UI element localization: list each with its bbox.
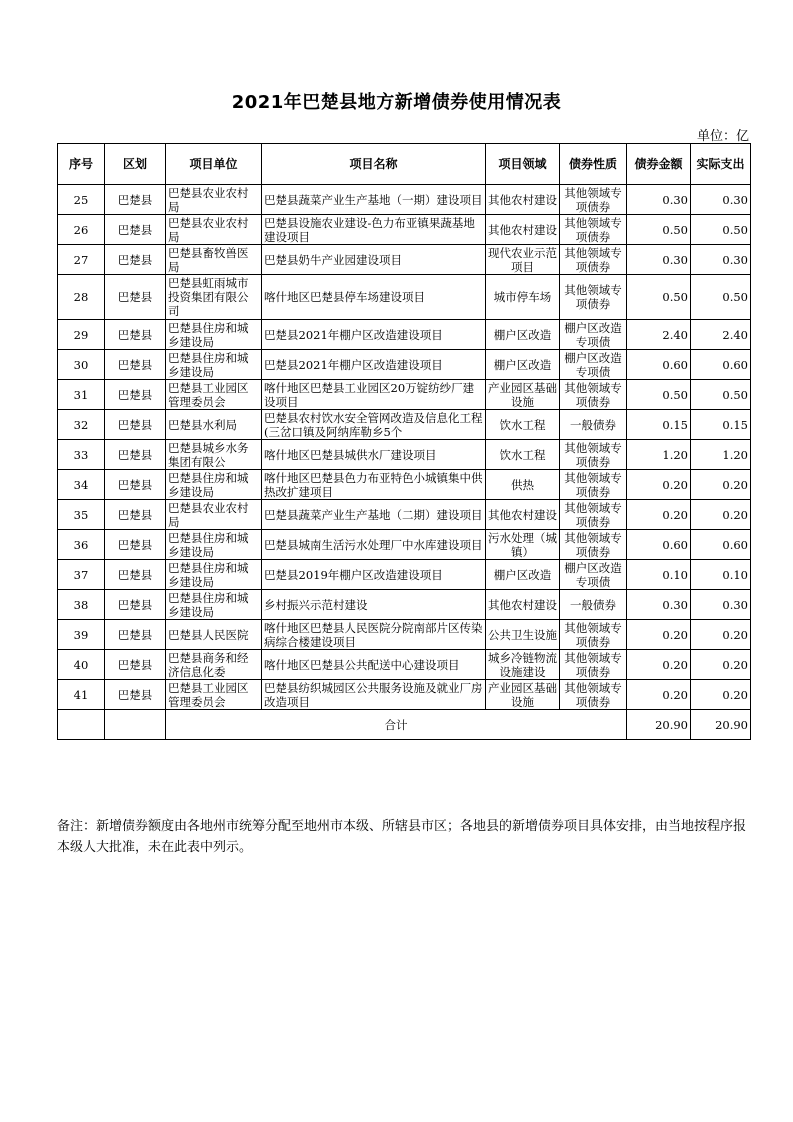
cell-unit-text: 巴楚县畜牧兽医局	[168, 245, 249, 274]
cell-region: 巴楚县	[105, 245, 166, 275]
total-amount: 20.90	[627, 710, 691, 740]
cell-unit	[166, 410, 262, 440]
cell-no: 32	[58, 410, 105, 440]
cell-no: 40	[58, 650, 105, 680]
cell-field	[486, 215, 560, 245]
cell-no: 26	[58, 215, 105, 245]
cell-nature	[560, 245, 627, 275]
cell-spent: 0.50	[691, 275, 751, 320]
cell-spent: 0.20	[691, 620, 751, 650]
cell-spent: 0.20	[691, 680, 751, 710]
cell-unit-text: 巴楚县农业农村局	[168, 500, 249, 529]
cell-spent: 0.20	[691, 500, 751, 530]
cell-nature-text: 其他领域专项债券	[564, 470, 622, 499]
header-region: 区划	[105, 144, 166, 185]
cell-field-text: 污水处理（城镇）	[488, 530, 557, 559]
cell-project-name	[262, 380, 486, 410]
header-name: 项目名称	[262, 144, 486, 185]
cell-unit	[166, 530, 262, 560]
table-row	[58, 350, 751, 380]
cell-project-name	[262, 320, 486, 350]
cell-field	[486, 320, 560, 350]
cell-unit	[166, 440, 262, 470]
total-spent: 20.90	[691, 710, 751, 740]
cell-project-name-text: 巴楚县纺织城园区公共服务设施及就业厂房改造项目	[264, 680, 483, 709]
cell-project-name	[262, 245, 486, 275]
cell-project-name	[262, 410, 486, 440]
header-field: 项目领域	[486, 144, 560, 185]
cell-unit	[166, 350, 262, 380]
cell-nature	[560, 560, 627, 590]
cell-field-text: 公共卫生设施	[488, 627, 557, 642]
table-body	[58, 185, 751, 710]
cell-region: 巴楚县	[105, 530, 166, 560]
cell-amount: 0.60	[627, 350, 691, 380]
cell-project-name	[262, 215, 486, 245]
cell-project-name-text: 巴楚县蔬菜产业生产基地（一期）建设项目	[264, 192, 483, 207]
cell-region: 巴楚县	[105, 560, 166, 590]
cell-unit	[166, 680, 262, 710]
cell-spent: 0.50	[691, 215, 751, 245]
cell-unit-text: 巴楚县住房和城乡建设局	[168, 470, 249, 499]
cell-field-text: 饮水工程	[499, 447, 546, 462]
cell-no: 36	[58, 530, 105, 560]
cell-no: 33	[58, 440, 105, 470]
cell-unit-text: 巴楚县住房和城乡建设局	[168, 560, 249, 589]
cell-nature-text: 其他领域专项债券	[564, 215, 622, 244]
cell-field	[486, 530, 560, 560]
cell-amount: 0.20	[627, 470, 691, 500]
cell-field	[486, 245, 560, 275]
header-spent: 实际支出	[691, 144, 751, 185]
header-amount: 债券金额	[627, 144, 691, 185]
cell-unit	[166, 185, 262, 215]
cell-field-text: 饮水工程	[499, 417, 546, 432]
cell-unit	[166, 650, 262, 680]
cell-unit-text: 巴楚县虹雨城市投资集团有限公司	[168, 276, 249, 318]
cell-spent: 0.20	[691, 470, 751, 500]
cell-project-name-text: 巴楚县2019年棚户区改造建设项目	[264, 567, 443, 582]
cell-nature-text: 其他领域专项债券	[564, 185, 622, 214]
cell-project-name-text: 巴楚县2021年棚户区改造建设项目	[264, 357, 443, 372]
cell-field-text: 其他农村建设	[488, 222, 557, 237]
cell-unit-text: 巴楚县农业农村局	[168, 185, 249, 214]
debt-table	[57, 143, 751, 740]
cell-field-text: 城市停车场	[493, 290, 552, 304]
cell-no: 30	[58, 350, 105, 380]
cell-unit	[166, 215, 262, 245]
cell-nature	[560, 530, 627, 560]
header-nature: 债券性质	[560, 144, 627, 185]
cell-no: 39	[58, 620, 105, 650]
cell-field	[486, 185, 560, 215]
cell-project-name	[262, 275, 486, 320]
cell-region: 巴楚县	[105, 680, 166, 710]
cell-field	[486, 275, 560, 320]
cell-nature	[560, 350, 627, 380]
cell-nature-text: 其他领域专项债券	[564, 500, 622, 529]
cell-nature-text: 其他领域专项债券	[564, 380, 622, 409]
cell-spent: 2.40	[691, 320, 751, 350]
cell-field-text: 棚户区改造	[493, 327, 552, 342]
cell-nature	[560, 410, 627, 440]
cell-no: 25	[58, 185, 105, 215]
cell-no: 37	[58, 560, 105, 590]
cell-no: 41	[58, 680, 105, 710]
cell-no: 31	[58, 380, 105, 410]
cell-region: 巴楚县	[105, 320, 166, 350]
cell-project-name-text: 喀什地区巴楚县停车场建设项目	[264, 290, 425, 304]
cell-project-name-text: 巴楚县奶牛产业园建设项目	[264, 252, 402, 267]
cell-field	[486, 380, 560, 410]
cell-amount: 0.50	[627, 215, 691, 245]
cell-spent: 0.30	[691, 185, 751, 215]
cell-unit	[166, 245, 262, 275]
cell-nature	[560, 590, 627, 620]
cell-field-text: 产业园区基础设施	[488, 680, 557, 709]
cell-project-name	[262, 350, 486, 380]
cell-amount: 0.30	[627, 590, 691, 620]
header-unit: 项目单位	[166, 144, 262, 185]
cell-region: 巴楚县	[105, 185, 166, 215]
table-row	[58, 530, 751, 560]
cell-spent: 0.50	[691, 380, 751, 410]
cell-nature	[560, 470, 627, 500]
cell-unit-text: 巴楚县工业园区管理委员会	[168, 380, 249, 409]
cell-project-name-text: 巴楚县城南生活污水处理厂中水库建设项目	[264, 537, 483, 552]
cell-field-text: 棚户区改造	[493, 567, 552, 582]
cell-nature-text: 其他领域专项债券	[564, 530, 622, 559]
header-no: 序号	[58, 144, 105, 185]
unit-label: 单位：亿	[696, 129, 749, 144]
cell-nature	[560, 320, 627, 350]
cell-no: 27	[58, 245, 105, 275]
cell-unit-text: 巴楚县工业园区管理委员会	[168, 680, 249, 709]
footnote: 备注：新增债券额度由各地州市统筹分配至地州市本级、所辖县市区；各地县的新增债券项目具体安排，由当地按程序报本级人大批准，未在此表中列示。	[57, 819, 747, 855]
cell-nature-text: 棚户区改造专项债	[564, 320, 622, 349]
cell-nature	[560, 440, 627, 470]
cell-amount: 0.60	[627, 530, 691, 560]
cell-amount: 0.20	[627, 680, 691, 710]
cell-amount: 2.40	[627, 320, 691, 350]
table-row	[58, 650, 751, 680]
cell-region: 巴楚县	[105, 275, 166, 320]
cell-spent: 0.30	[691, 245, 751, 275]
table-row	[58, 185, 751, 215]
cell-project-name-text: 喀什地区巴楚县色力布亚特色小城镇集中供热改扩建项目	[264, 470, 483, 499]
cell-unit	[166, 620, 262, 650]
cell-nature-text: 棚户区改造专项债	[564, 560, 622, 589]
cell-project-name-text: 巴楚县设施农业建设-色力布亚镇果蔬基地建设项目	[264, 215, 475, 244]
cell-unit	[166, 470, 262, 500]
cell-nature	[560, 500, 627, 530]
cell-amount: 0.15	[627, 410, 691, 440]
cell-spent: 0.20	[691, 650, 751, 680]
cell-region: 巴楚县	[105, 440, 166, 470]
cell-nature	[560, 185, 627, 215]
cell-region: 巴楚县	[105, 620, 166, 650]
cell-unit-text: 巴楚县城乡水务集团有限公	[168, 440, 249, 469]
cell-field	[486, 350, 560, 380]
cell-field-text: 其他农村建设	[488, 507, 557, 522]
cell-nature-text: 其他领域专项债券	[564, 620, 622, 649]
cell-unit-text: 巴楚县住房和城乡建设局	[168, 320, 249, 349]
cell-project-name-text: 喀什地区巴楚县公共配送中心建设项目	[264, 657, 460, 672]
cell-unit	[166, 275, 262, 320]
cell-field	[486, 650, 560, 680]
cell-amount: 0.50	[627, 275, 691, 320]
cell-unit	[166, 500, 262, 530]
cell-nature	[560, 620, 627, 650]
cell-project-name	[262, 470, 486, 500]
cell-nature-text: 其他领域专项债券	[564, 440, 622, 469]
cell-no: 29	[58, 320, 105, 350]
cell-nature-text: 其他领域专项债券	[564, 680, 622, 709]
table-row	[58, 620, 751, 650]
cell-field-text: 棚户区改造	[493, 357, 552, 372]
table-row	[58, 380, 751, 410]
cell-unit-text: 巴楚县人民医院	[168, 627, 249, 642]
cell-nature-text: 其他领域专项债券	[564, 650, 622, 679]
table-row	[58, 470, 751, 500]
cell-project-name	[262, 440, 486, 470]
cell-project-name	[262, 500, 486, 530]
table-row	[58, 215, 751, 245]
cell-project-name	[262, 560, 486, 590]
cell-project-name-text: 巴楚县2021年棚户区改造建设项目	[264, 327, 443, 342]
cell-amount: 0.50	[627, 380, 691, 410]
cell-nature	[560, 275, 627, 320]
table-row	[58, 440, 751, 470]
cell-spent: 0.15	[691, 410, 751, 440]
cell-field	[486, 500, 560, 530]
cell-field-text: 其他农村建设	[488, 597, 557, 612]
cell-nature	[560, 380, 627, 410]
cell-unit-text: 巴楚县住房和城乡建设局	[168, 530, 249, 559]
cell-project-name	[262, 620, 486, 650]
cell-unit-text: 巴楚县住房和城乡建设局	[168, 350, 249, 379]
cell-project-name	[262, 185, 486, 215]
cell-field	[486, 560, 560, 590]
table-row	[58, 245, 751, 275]
table-row	[58, 410, 751, 440]
cell-unit-text: 巴楚县农业农村局	[168, 215, 249, 244]
cell-region: 巴楚县	[105, 410, 166, 440]
cell-spent: 0.30	[691, 590, 751, 620]
cell-unit	[166, 560, 262, 590]
cell-field	[486, 590, 560, 620]
cell-field-text: 供热	[511, 477, 534, 492]
total-empty-cell	[105, 710, 166, 740]
cell-region: 巴楚县	[105, 470, 166, 500]
cell-region: 巴楚县	[105, 380, 166, 410]
cell-nature	[560, 215, 627, 245]
cell-field	[486, 410, 560, 440]
cell-field	[486, 620, 560, 650]
cell-nature	[560, 680, 627, 710]
cell-region: 巴楚县	[105, 215, 166, 245]
cell-unit-text: 巴楚县商务和经济信息化委	[168, 650, 249, 679]
table-row	[58, 500, 751, 530]
cell-project-name-text: 喀什地区巴楚县人民医院分院南部片区传染病综合楼建设项目	[264, 620, 483, 649]
cell-project-name	[262, 680, 486, 710]
cell-amount: 0.30	[627, 245, 691, 275]
cell-amount: 0.20	[627, 650, 691, 680]
cell-field	[486, 440, 560, 470]
table-row	[58, 275, 751, 320]
cell-spent: 0.60	[691, 530, 751, 560]
table-header-row	[58, 144, 751, 185]
cell-spent: 0.60	[691, 350, 751, 380]
cell-field-text: 其他农村建设	[488, 192, 557, 207]
page-title: 2021年巴楚县地方新增债券使用情况表	[231, 92, 562, 113]
cell-field-text: 产业园区基础设施	[488, 380, 557, 409]
total-row	[58, 710, 751, 740]
cell-unit	[166, 590, 262, 620]
total-empty-cell	[58, 710, 105, 740]
cell-region: 巴楚县	[105, 650, 166, 680]
cell-no: 38	[58, 590, 105, 620]
cell-unit-text: 巴楚县水利局	[168, 417, 237, 432]
cell-field-text: 城乡冷链物流设施建设	[488, 650, 557, 679]
table-row	[58, 680, 751, 710]
cell-nature-text: 其他领域专项债券	[564, 245, 622, 274]
cell-nature-text: 一般债券	[570, 597, 616, 612]
cell-field	[486, 470, 560, 500]
cell-nature-text: 其他领域专项债券	[564, 283, 622, 311]
cell-amount: 0.10	[627, 560, 691, 590]
cell-unit	[166, 380, 262, 410]
table-row	[58, 320, 751, 350]
cell-project-name-text: 乡村振兴示范村建设	[264, 597, 368, 612]
cell-field-text: 现代农业示范项目	[488, 245, 557, 274]
cell-project-name	[262, 590, 486, 620]
cell-amount: 0.30	[627, 185, 691, 215]
cell-amount: 0.20	[627, 500, 691, 530]
table-row	[58, 560, 751, 590]
cell-region: 巴楚县	[105, 590, 166, 620]
cell-project-name-text: 巴楚县蔬菜产业生产基地（二期）建设项目	[264, 507, 483, 522]
cell-field	[486, 680, 560, 710]
cell-region: 巴楚县	[105, 350, 166, 380]
cell-unit-text: 巴楚县住房和城乡建设局	[168, 590, 249, 619]
cell-project-name-text: 喀什地区巴楚县城供水厂建设项目	[264, 447, 437, 462]
cell-nature	[560, 650, 627, 680]
cell-no: 35	[58, 500, 105, 530]
cell-project-name	[262, 530, 486, 560]
cell-spent: 0.10	[691, 560, 751, 590]
cell-project-name	[262, 650, 486, 680]
cell-no: 28	[58, 275, 105, 320]
cell-unit	[166, 320, 262, 350]
cell-region: 巴楚县	[105, 500, 166, 530]
total-label: 合计	[166, 710, 627, 740]
cell-spent: 1.20	[691, 440, 751, 470]
cell-amount: 0.20	[627, 620, 691, 650]
cell-project-name-text: 巴楚县农村饮水安全管网改造及信息化工程(三岔口镇及阿纳库勒乡5个	[264, 410, 483, 439]
cell-amount: 1.20	[627, 440, 691, 470]
cell-project-name-text: 喀什地区巴楚县工业园区20万锭纺纱厂建设项目	[264, 380, 475, 409]
cell-nature-text: 一般债券	[570, 417, 616, 432]
cell-no: 34	[58, 470, 105, 500]
table-row	[58, 590, 751, 620]
cell-nature-text: 棚户区改造专项债	[564, 350, 622, 379]
